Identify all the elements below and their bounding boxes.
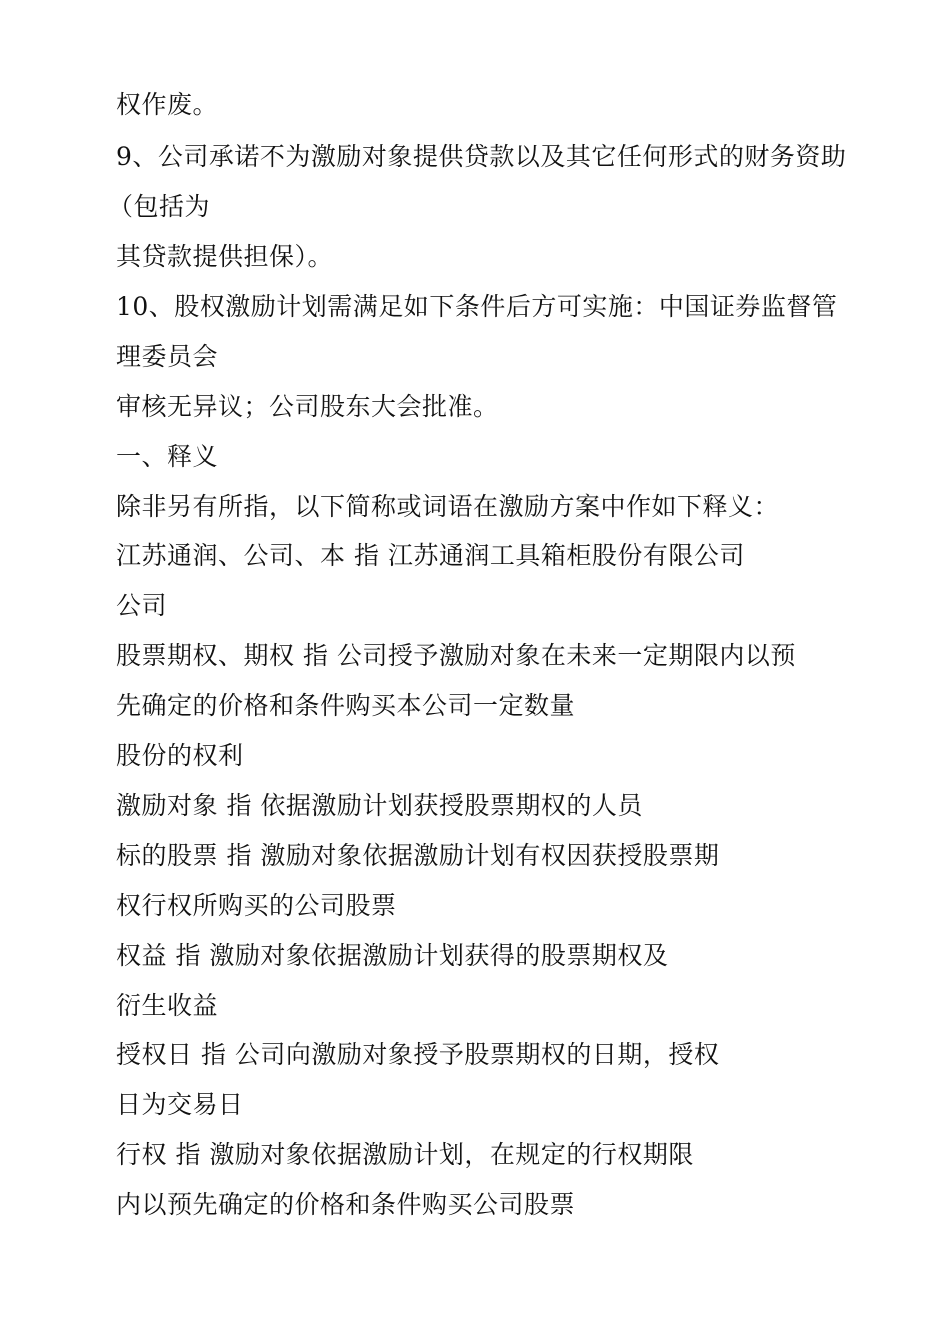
text-line: 10、股权激励计划需满足如下条件后方可实施：中国证券监督管 xyxy=(116,292,838,321)
definition-line: 江苏通润、公司、本 指 江苏通润工具箱柜股份有限公司 xyxy=(116,541,745,570)
definition-line: 股票期权、期权 指 公司授予激励对象在未来一定期限内以预 xyxy=(116,641,796,670)
text-line: 理委员会 xyxy=(116,342,219,371)
text-line: 先确定的价格和条件购买本公司一定数量 xyxy=(116,691,576,720)
definition-line: 授权日 指 公司向激励对象授予股票期权的日期，授权 xyxy=(116,1040,720,1069)
definition-line: 行权 指 激励对象依据激励计划，在规定的行权期限 xyxy=(116,1140,694,1169)
text-line: 股份的权利 xyxy=(116,741,244,770)
section-heading: 一、释义 xyxy=(116,442,219,471)
text-line: 日为交易日 xyxy=(116,1090,244,1119)
text-line: 内以预先确定的价格和条件购买公司股票 xyxy=(116,1190,576,1219)
text-line: 公司 xyxy=(116,591,168,620)
text-line: 除非另有所指，以下简称或词语在激励方案中作如下释义： xyxy=(116,492,780,521)
text-line: 9、公司承诺不为激励对象提供贷款以及其它任何形式的财务资助 xyxy=(116,142,847,171)
text-line: 权行权所购买的公司股票 xyxy=(116,891,397,920)
definition-line: 激励对象 指 依据激励计划获授股票期权的人员 xyxy=(116,791,643,820)
text-line: 衍生收益 xyxy=(116,991,219,1020)
text-line: 其贷款提供担保）。 xyxy=(116,242,334,271)
text-line: 权作废。 xyxy=(116,90,219,119)
text-line: （包括为 xyxy=(108,192,211,221)
text-line: 审核无异议；公司股东大会批准。 xyxy=(116,392,499,421)
definition-line: 权益 指 激励对象依据激励计划获得的股票期权及 xyxy=(116,941,669,970)
definition-line: 标的股票 指 激励对象依据激励计划有权因获授股票期 xyxy=(116,841,720,870)
